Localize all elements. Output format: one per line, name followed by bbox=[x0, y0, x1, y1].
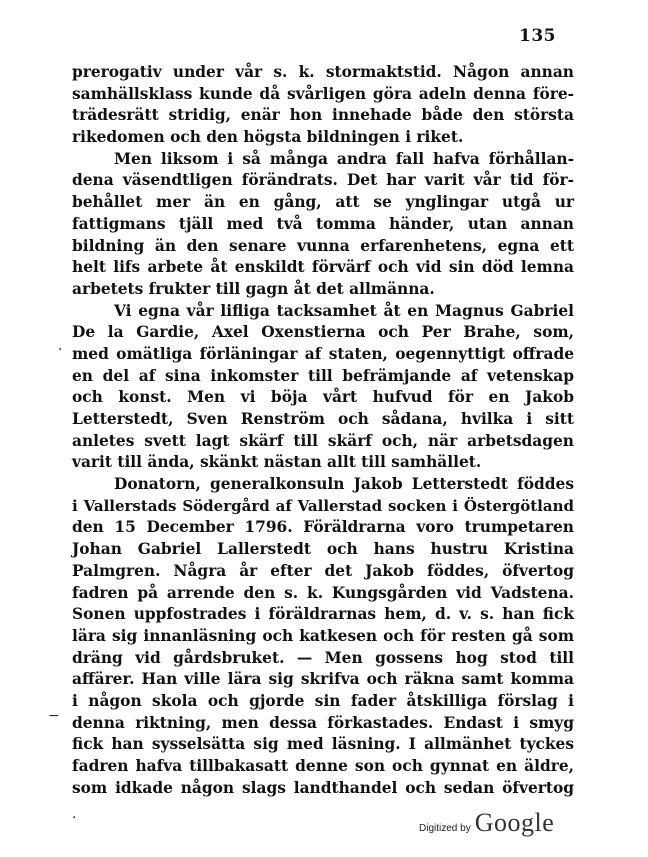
text-line: och konst. Men vi böja vårt hufvud för en Jakob bbox=[72, 388, 574, 407]
text-line: behållet mer än en gång, att se ynglingar utgå ur bbox=[72, 193, 574, 212]
text-line: denna riktning, men dessa förkastades. Endast i smyg bbox=[72, 713, 574, 732]
text-line: dräng vid gårdsbruket. — Men gossens hog stod till bbox=[72, 648, 574, 667]
text-line: bildning än den senare vunna erfarenhetens, egna ett bbox=[72, 236, 574, 255]
text-line: Johan Gabriel Lallerstedt och hans hustru Kristina bbox=[72, 540, 574, 559]
text-line: Letterstedt, Sven Renström och sådana, hvilka i sitt bbox=[72, 410, 574, 428]
text-line: fadren hafva tillbakasatt denne son och gynnat en äldre, bbox=[72, 757, 574, 775]
text-line: affärer. Han ville lära sig skrifva och räkna samt komma bbox=[72, 670, 574, 689]
google-logo: Google bbox=[474, 808, 555, 837]
text-line: rikedomen och den högsta bildningen i riket. bbox=[72, 128, 464, 147]
text-line: Men liksom i så många andra fall hafva förhållan- bbox=[114, 149, 574, 168]
page-number: 135 bbox=[519, 26, 556, 46]
text-line: Palmgren. Några år efter det Jakob föddes, öfvertog bbox=[72, 561, 574, 580]
text-line: Vi egna vår lifliga tacksamhet åt en Magnus Gabriel bbox=[114, 301, 574, 320]
text-line: i Vallerstads Södergård af Vallerstad socken i Östergötland bbox=[72, 496, 574, 515]
text-line: med omätliga förläningar af staten, oegennyttigt offrade bbox=[72, 344, 574, 363]
margin-dot-mark: · bbox=[72, 810, 77, 826]
text-line: lära sig innanläsning och katkesen och för resten gå som bbox=[72, 626, 574, 645]
text-line: samhällsklass kunde då svårligen göra adeln denna före- bbox=[72, 84, 574, 103]
text-line: fadren på arrende den s. k. Kungsgården vid Vadstena. bbox=[72, 583, 574, 602]
text-line: fick han sysselsätta sig med läsning. I allmänhet tyckes bbox=[72, 735, 574, 754]
text-line: anletes svett lagt skärf till skärf och, när arbetsdagen bbox=[72, 431, 574, 450]
text-line: den 15 December 1796. Föräldrarna voro trumpetaren bbox=[72, 518, 574, 537]
text-line: De la Gardie, Axel Oxenstierna och Per Brahe, som, bbox=[72, 323, 574, 342]
text-line: dena väsendtligen förändrats. Det har varit vår tid för- bbox=[72, 171, 574, 190]
digitized-by-google-watermark bbox=[419, 808, 554, 838]
text-line: Donatorn, generalkonsuln Jakob Letterstedt föddes bbox=[114, 475, 574, 494]
text-line: arbetets frukter till gagn åt det allmänna. bbox=[72, 279, 435, 298]
text-line: fattigmans tjäll med två tomma händer, utan annan bbox=[72, 214, 574, 233]
digitized-label: Digitized by bbox=[419, 823, 471, 834]
text-line: i någon skola och gjorde sin fader åtskilliga förslag i bbox=[72, 691, 574, 710]
text-line: Sonen uppfostrades i föräldrarnas hem, d. v. s. han fick bbox=[72, 605, 574, 624]
body-text bbox=[72, 62, 574, 799]
text-line: helt lifs arbete åt enskildt förvärf och vid sin död lemna bbox=[72, 258, 574, 277]
text-line: som idkade någon slags landthandel och sedan öfvertog bbox=[72, 778, 574, 797]
margin-dot-mark: · bbox=[58, 342, 63, 358]
margin-dash-mark: − bbox=[48, 708, 60, 724]
text-line: en del af sina inkomster till befrämjande af vetenskap bbox=[72, 366, 574, 385]
text-line: trädesrätt stridig, enär hon innehade både den största bbox=[72, 106, 574, 125]
text-line: prerogativ under vår s. k. stormaktstid. Någon annan bbox=[72, 63, 574, 81]
text-line: varit till ända, skänkt nästan allt till samhället. bbox=[72, 453, 482, 472]
